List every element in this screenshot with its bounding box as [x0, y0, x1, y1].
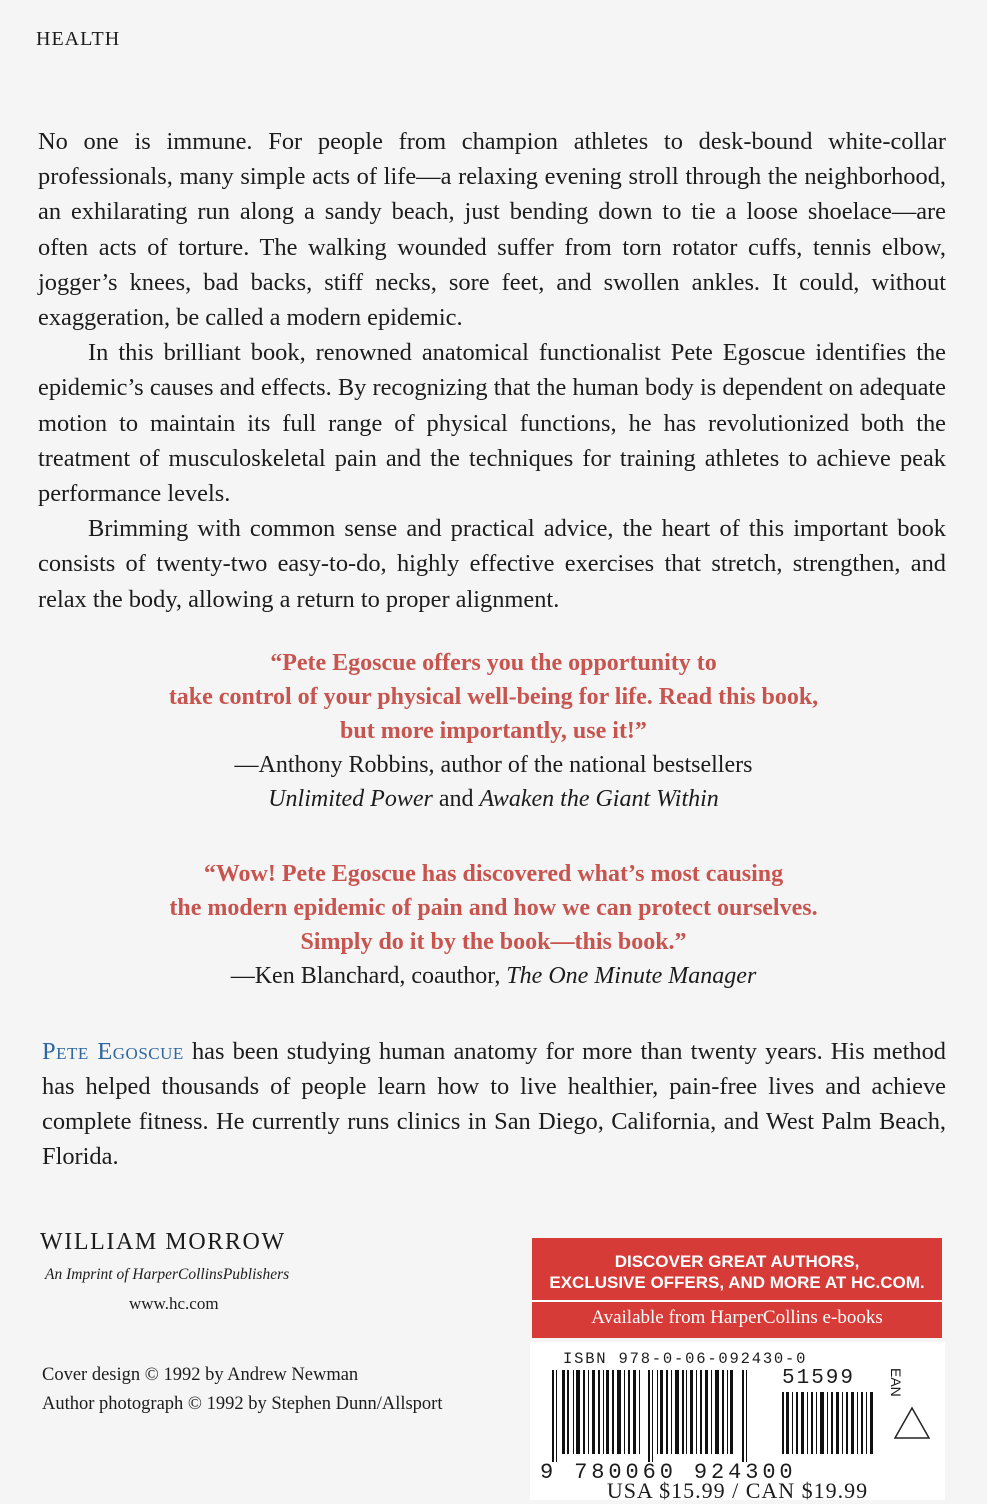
endorsement-quote-line: “Wow! Pete Egoscue has discovered what’s most causing: [203, 861, 784, 887]
photo-credit: Author photograph © 1992 by Stephen Dunn/Allsport: [42, 1394, 443, 1414]
endorsement-quote-line: Simply do it by the book—this book.”: [300, 929, 687, 955]
isbn-number: ISBN 978-0-06-092430-0: [563, 1350, 808, 1368]
promo-banner: [532, 1238, 942, 1338]
endorsement-attribution: [0, 959, 987, 993]
attribution-text: —Ken Blanchard, coauthor,: [230, 963, 501, 989]
publisher-imprint: [45, 1266, 289, 1284]
description-paragraph-1: No one is immune. For people from champion athletes to desk-bound white-collar professionals, many simple acts of life—a relaxing evening stroll through the neighborhood, an exhilarating run along a sandy beach, just bending down to tie a loose shoelace—are often acts of torture. The walking wounded suffer from torn rotator cuffs, tennis elbow, jogger’s knees, bad backs, stiff necks, sore feet, and swollen ankles. It could, without exaggeration, be called a modern epidemic.: [38, 128, 946, 332]
author-name: Pete Egoscue: [42, 1038, 184, 1065]
endorsement-blanchard: [0, 857, 987, 993]
price-label: USA $15.99 / CAN $19.99: [606, 1478, 869, 1503]
price-code: 51599: [782, 1367, 856, 1390]
promo-line: EXCLUSIVE OFFERS, AND MORE AT HC.COM.: [549, 1273, 925, 1292]
description-paragraph-2: In this brilliant book, renowned anatomical functionalist Pete Egoscue identifies the epidemic’s causes and effects. By recognizing that the human body is dependent on adequate motion to maintain its full range of physical functions, he has revolutionized both the treatment of musculoskeletal pain and the techniques for training athletes to achieve peak performance levels.: [38, 339, 946, 508]
credits: [42, 1361, 442, 1419]
endorsement-quote-line: but more importantly, use it!”: [340, 718, 647, 744]
endorsement-attribution: —Anthony Robbins, author of the national bestsellers: [234, 752, 753, 778]
author-bio: [42, 1034, 946, 1174]
endorsement-quote-line: the modern epidemic of pain and how we can protect ourselves.: [169, 895, 818, 921]
imprint-prefix: An Imprint of HarperCollins: [45, 1266, 223, 1283]
barcode-digits: 9 780060 924300: [540, 1460, 797, 1485]
endorsement-quote-line: take control of your physical well-being for life. Read this book,: [168, 684, 819, 710]
promo-divider: [532, 1300, 942, 1302]
endorsement-robbins: [0, 646, 987, 816]
endorsement-quote-line: “Pete Egoscue offers you the opportunity to: [270, 650, 717, 676]
promo-line: DISCOVER GREAT AUTHORS,: [614, 1252, 860, 1271]
price-barcode-icon: [782, 1392, 880, 1454]
publisher-name: WILLIAM MORROW: [40, 1229, 286, 1255]
conjunction: and: [438, 786, 474, 812]
endorsement-books: [0, 782, 987, 816]
ebooks-availability: Available from HarperCollins e-books: [591, 1307, 883, 1328]
category-label: HEALTH: [36, 28, 121, 50]
book-title: Awaken the Giant Within: [479, 786, 719, 812]
imprint-suffix: Publishers: [222, 1266, 290, 1283]
description-text: [38, 124, 946, 617]
ean-label: EAN: [888, 1368, 904, 1397]
promo-headline: [532, 1238, 942, 1293]
triangle-icon: [893, 1406, 931, 1440]
barcode-icon: [552, 1370, 762, 1462]
author-bio-text: has been studying human anatomy for more than twenty years. His method has helped thousands of people learn how to live healthier, pain-free lives and achieve complete fitness. He currently runs clinics in San Diego, California, and West Palm Beach, Florida.: [42, 1038, 946, 1170]
cover-credit: Cover design © 1992 by Andrew Newman: [42, 1365, 359, 1385]
publisher-url[interactable]: www.hc.com: [129, 1294, 219, 1313]
book-title: The One Minute Manager: [506, 963, 757, 989]
description-paragraph-3: Brimming with common sense and practical advice, the heart of this important book consists of twenty-two easy-to-do, highly effective exercises that stretch, strengthen, and relax the body, allowing a return to proper alignment.: [38, 515, 946, 613]
book-title: Unlimited Power: [268, 786, 433, 812]
